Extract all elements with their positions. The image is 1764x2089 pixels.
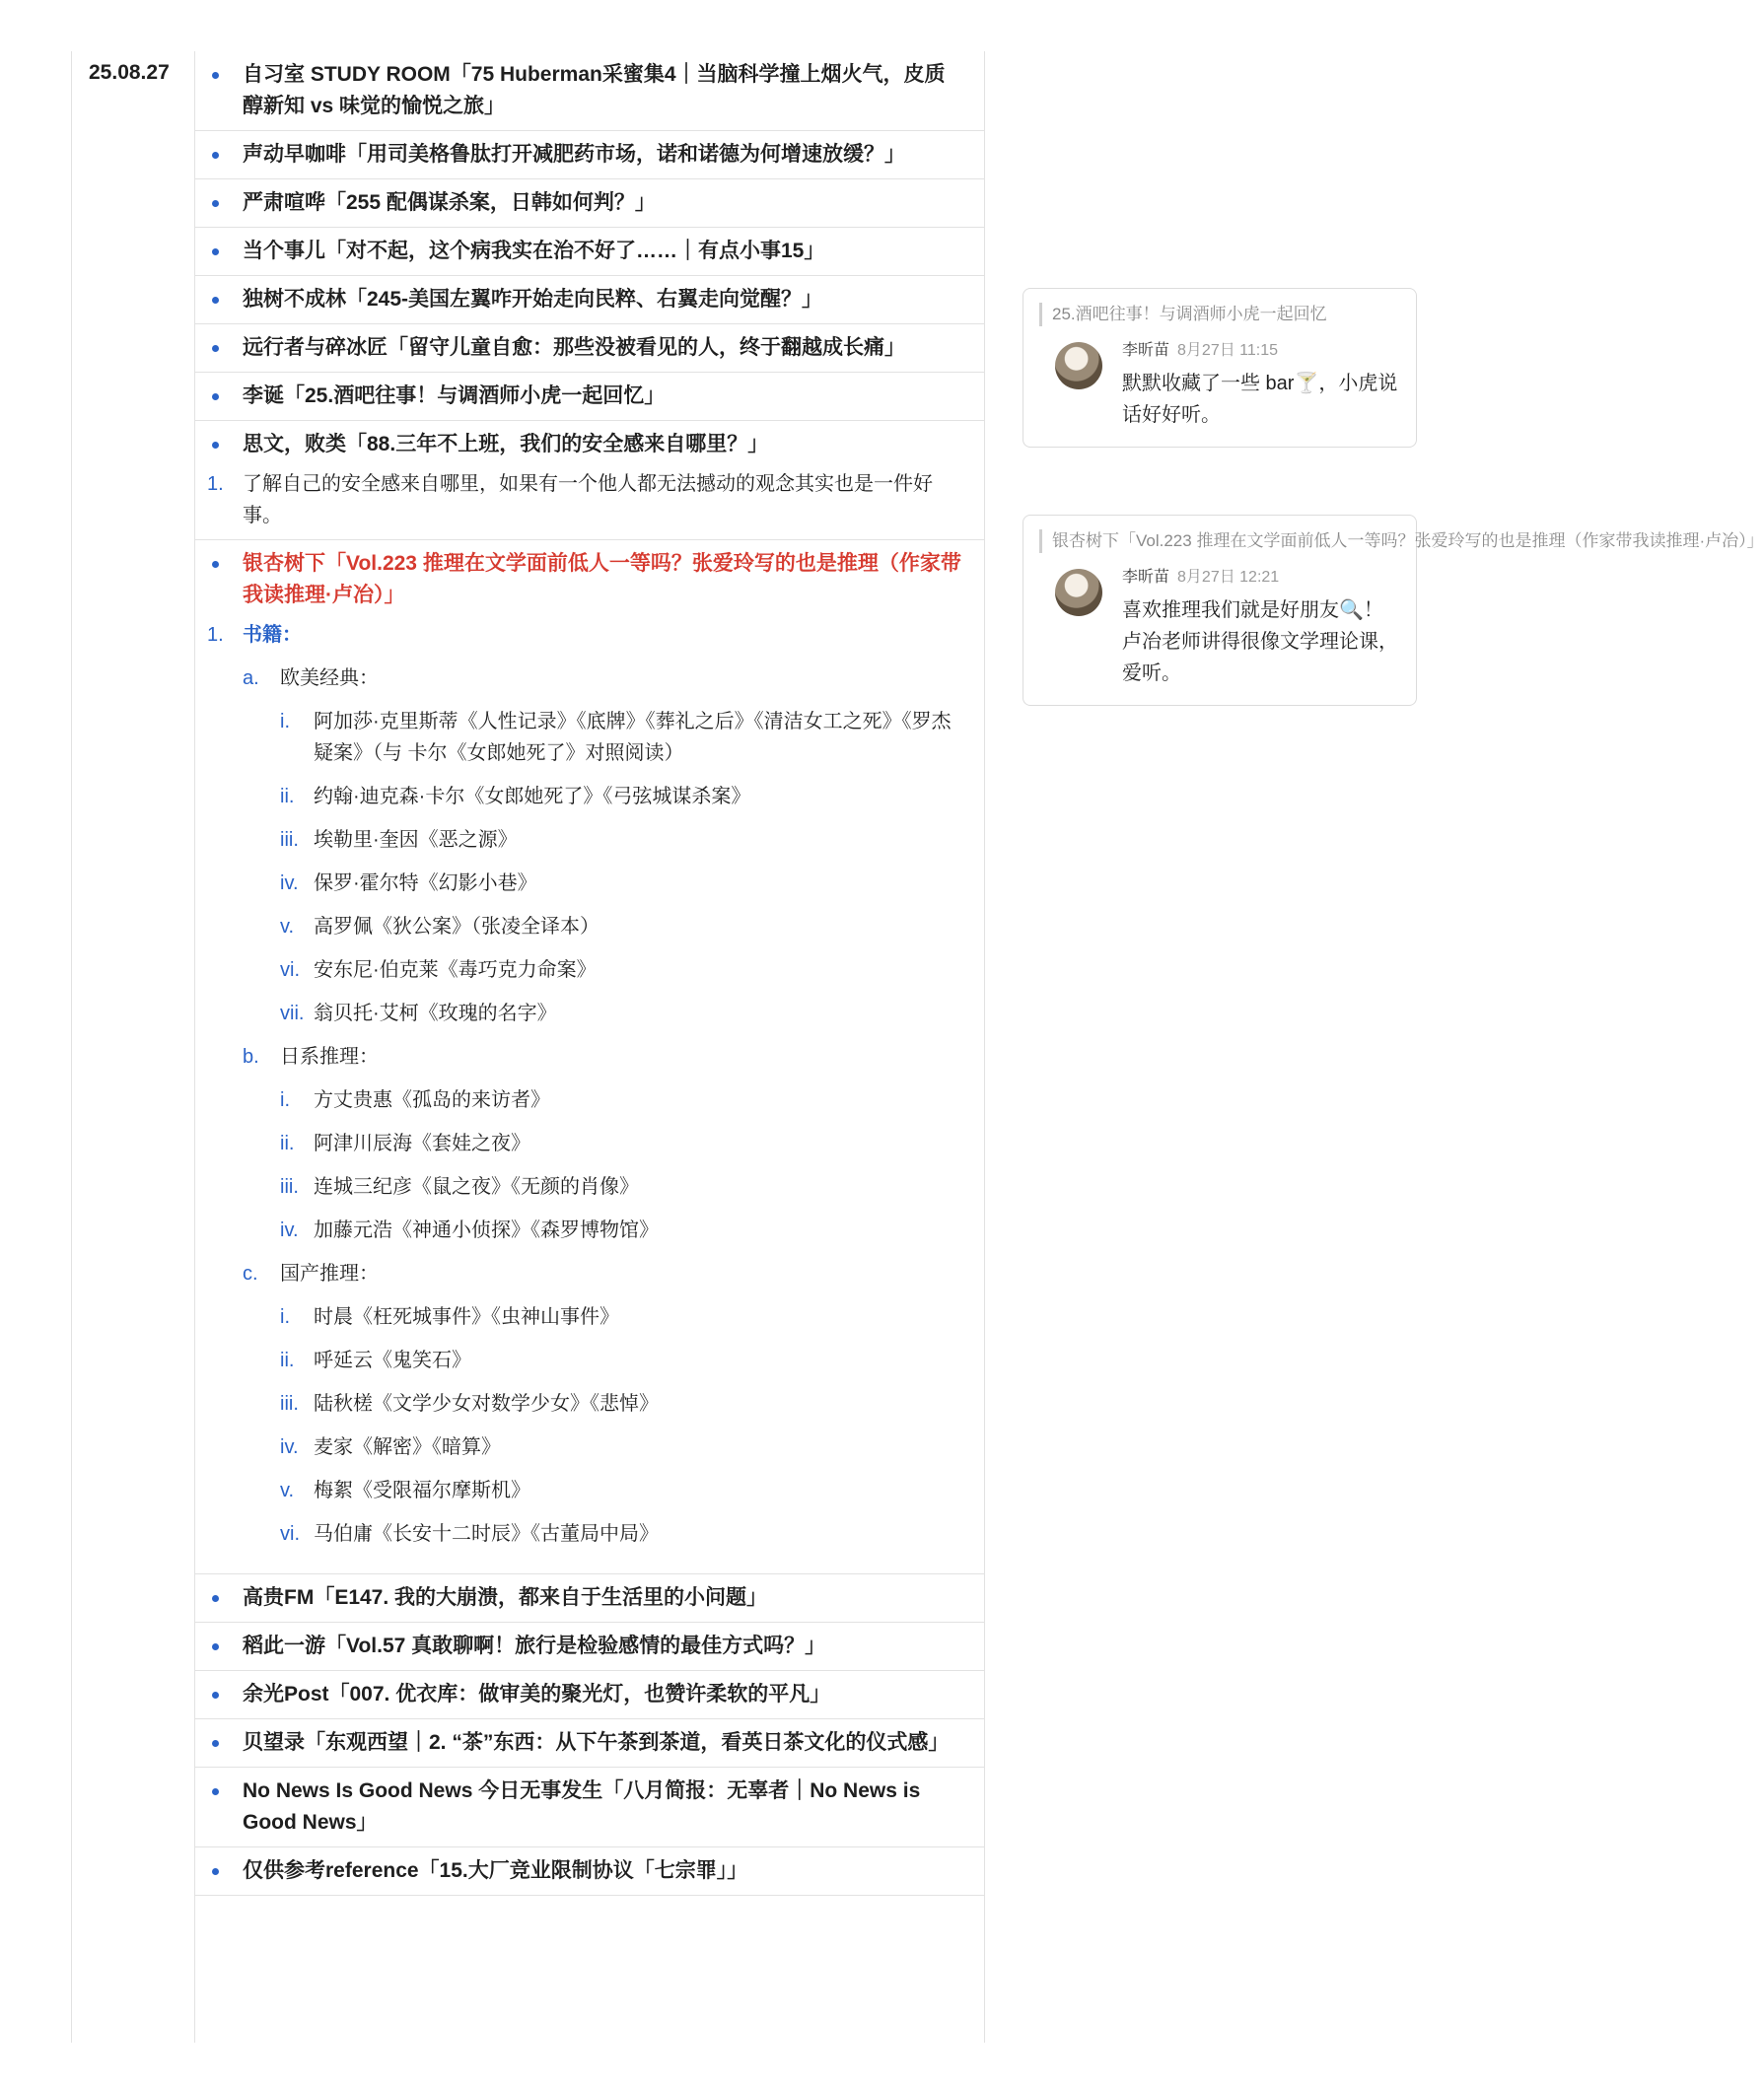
comment-quote: 25.酒吧往事！与调酒师小虎一起回忆 (1039, 303, 1400, 326)
book-text: 呼延云《鬼笑石》 (314, 1350, 471, 1371)
list-item (195, 1719, 984, 1768)
book-item (243, 1431, 964, 1463)
book-text: 时晨《枉死城事件》《虫神山事件》 (314, 1306, 619, 1328)
books-note (207, 619, 964, 651)
book-item (243, 706, 964, 769)
book-number: iv. (280, 872, 299, 894)
list-item (195, 131, 984, 179)
list-item (195, 1574, 984, 1623)
comment-meta (1122, 340, 1400, 362)
book-item (243, 1518, 964, 1550)
book-number: iii. (280, 1176, 299, 1198)
book-item (243, 1345, 964, 1376)
entry-title: 高贵FM「E147. 我的大崩溃，都来自于生活里的小问题」 (243, 1582, 964, 1614)
book-text: 阿津川辰海《套娃之夜》 (314, 1133, 530, 1154)
book-number: iv. (280, 1436, 299, 1458)
comment-time: 8月27日 11:15 (1177, 342, 1279, 359)
comment-card[interactable] (1023, 288, 1417, 448)
entry-title: 稻此一游「Vol.57 真敢聊啊！旅行是检验感情的最佳方式吗？」 (243, 1631, 964, 1662)
list-item (195, 1847, 984, 1896)
comment-meta (1122, 567, 1400, 589)
book-number: iii. (280, 829, 299, 851)
book-item (243, 1388, 964, 1420)
book-item (243, 868, 964, 899)
list-item (195, 373, 984, 421)
avatar (1055, 342, 1102, 389)
entry-title: 自习室 STUDY ROOM「75 Huberman采蜜集4｜当脑科学撞上烟火气，皮质醇新知 vs 味觉的愉悦之旅」 (243, 59, 964, 122)
book-text: 保罗·霍尔特《幻影小巷》 (314, 872, 537, 894)
book-text: 马伯庸《长安十二时辰》《古董局中局》 (314, 1523, 659, 1545)
entry-title: 远行者与碎冰匠「留守儿童自愈：那些没被看见的人，终于翻越成长痛」 (243, 332, 964, 364)
list-item (195, 1671, 984, 1719)
entry-title: 贝望录「东观西望｜2. “茶”东西：从下午茶到茶道，看英日茶文化的仪式感」 (243, 1727, 964, 1759)
book-item (243, 954, 964, 986)
entry-title: 声动早咖啡「用司美格鲁肽打开减肥药市场，诺和诺德为何增速放缓？」 (243, 139, 964, 171)
book-item (243, 824, 964, 856)
category-letter: a. (243, 667, 259, 689)
book-item (243, 1084, 964, 1116)
avatar (1055, 569, 1102, 616)
podcast-list (194, 51, 985, 2043)
book-text: 麦家《解密》《暗算》 (314, 1436, 501, 1458)
book-number: vi. (280, 959, 300, 981)
comment-quote: 银杏树下「Vol.223 推理在文学面前低人一等吗？张爱玲写的也是推理（作家带我读推理·卢冶）」 (1039, 529, 1400, 553)
book-item (243, 1475, 964, 1506)
list-item (195, 276, 984, 324)
comment-card[interactable] (1023, 515, 1764, 706)
list-item-security (195, 421, 984, 540)
book-item (243, 1171, 964, 1203)
book-text: 连城三纪彦《鼠之夜》《无颜的肖像》 (314, 1176, 639, 1198)
book-number: v. (280, 916, 295, 938)
books-label: 书籍： (243, 624, 302, 646)
entry-note (207, 468, 964, 531)
book-text: 加藤元浩《神通小侦探》《森罗博物馆》 (314, 1219, 659, 1241)
comment-text: 喜欢推理我们就是好朋友🔍！卢冶老师讲得很像文学理论课，爱听。 (1122, 599, 1398, 684)
comment-body (1039, 340, 1400, 431)
list-item (195, 51, 984, 131)
list-item (195, 1768, 984, 1847)
entry-title: 余光Post「007. 优衣库：做审美的聚光灯，也赞许柔软的平凡」 (243, 1679, 964, 1710)
book-number: iv. (280, 1219, 299, 1241)
book-number: vii. (280, 1003, 305, 1024)
book-text: 梅絮《受限福尔摩斯机》 (314, 1480, 530, 1501)
book-number: ii. (280, 1350, 295, 1371)
entry-title: No News Is Good News 今日无事发生「八月简报：无辜者｜No News is Good News」 (243, 1776, 964, 1839)
book-text: 陆秋槎《文学少女对数学少女》《悲悼》 (314, 1393, 659, 1415)
category-name: 国产推理： (280, 1263, 379, 1285)
note-number: 1. (207, 473, 224, 495)
comment-author: 李昕苗 (1122, 342, 1170, 359)
category-name: 欧美经典： (280, 667, 379, 689)
entry-title-highlighted: 银杏树下「Vol.223 推理在文学面前低人一等吗？张爱玲写的也是推理（作家带我读推理·卢冶）」 (243, 548, 964, 611)
book-text: 高罗佩《狄公案》（张凌全译本） (314, 916, 600, 938)
comment-text: 默默收藏了一些 bar🍸，小虎说话好好听。 (1122, 373, 1398, 426)
book-text: 埃勒里·奎因《恶之源》 (314, 829, 518, 851)
list-item (195, 228, 984, 276)
book-item (243, 1301, 964, 1333)
list-item-books (195, 540, 984, 1574)
entry-date: 25.08.27 (89, 61, 170, 84)
book-text: 方丈贵惠《孤岛的来访者》 (314, 1089, 550, 1111)
entry-title: 仅供参考reference「15.大厂竞业限制协议「七宗罪」」 (243, 1855, 964, 1887)
category-letter: b. (243, 1046, 259, 1068)
book-number: iii. (280, 1393, 299, 1415)
book-number: i. (280, 711, 290, 732)
book-text: 阿加莎·克里斯蒂《人性记录》《底牌》《葬礼之后》《清洁女工之死》《罗杰疑案》（与 卡尔《女郎她死了》对照阅读） (314, 711, 952, 764)
list-item (195, 324, 984, 373)
list-item (195, 1623, 984, 1671)
book-text: 翁贝托·艾柯《玫瑰的名字》 (314, 1003, 557, 1024)
entry-title: 当个事儿「对不起，这个病我实在治不好了……｜有点小事15」 (243, 236, 964, 267)
book-item (243, 998, 964, 1029)
list-item (195, 179, 984, 228)
entry-title: 严肃喧哗「255 配偶谋杀案，日韩如何判？」 (243, 187, 964, 219)
entry-title: 思文，败类「88.三年不上班，我们的安全感来自哪里？」 (243, 429, 964, 460)
book-number: i. (280, 1089, 290, 1111)
book-item (243, 911, 964, 942)
comment-body (1039, 567, 1400, 689)
category-name: 日系推理： (280, 1046, 379, 1068)
book-item (243, 1128, 964, 1159)
entry-title: 独树不成林「245-美国左翼咋开始走向民粹、右翼走向觉醒？」 (243, 284, 964, 315)
book-category (243, 662, 964, 694)
note-text: 了解自己的安全感来自哪里，如果有一个他人都无法撼动的观念其实也是一件好事。 (243, 473, 933, 526)
note-number: 1. (207, 624, 224, 646)
book-number: ii. (280, 1133, 295, 1154)
left-rule (71, 51, 72, 2043)
book-category (243, 1258, 964, 1289)
book-number: vi. (280, 1523, 300, 1545)
book-item (243, 1215, 964, 1246)
comment-time: 8月27日 12:21 (1177, 569, 1280, 586)
book-number: i. (280, 1306, 290, 1328)
comment-author: 李昕苗 (1122, 569, 1170, 586)
book-text: 约翰·迪克森·卡尔《女郎她死了》《弓弦城谋杀案》 (314, 786, 751, 807)
book-category (243, 1041, 964, 1073)
book-text: 安东尼·伯克莱《毒巧克力命案》 (314, 959, 597, 981)
book-item (243, 781, 964, 812)
book-number: v. (280, 1480, 295, 1501)
book-number: ii. (280, 786, 295, 807)
category-letter: c. (243, 1263, 258, 1285)
entry-title: 李诞「25.酒吧往事！与调酒师小虎一起回忆」 (243, 381, 964, 412)
